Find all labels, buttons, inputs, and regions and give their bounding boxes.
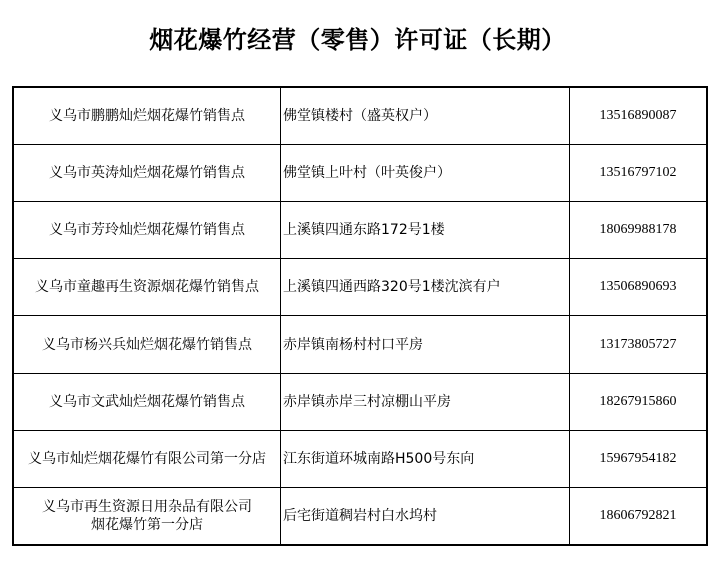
table-row (13, 430, 707, 487)
store-phone-cell: 13516797102 (570, 145, 708, 202)
store-name: 义乌市鹏鹏灿烂烟花爆竹销售点 (49, 108, 245, 125)
store-name-cell (13, 145, 281, 202)
store-address-cell: 后宅街道稠岩村白水坞村 (281, 487, 570, 545)
table-row (13, 202, 707, 259)
store-name: 义乌市文武灿烂烟花爆竹销售点 (49, 393, 245, 410)
store-name-cell (13, 487, 281, 545)
store-name: 义乌市灿烂烟花爆竹有限公司第一分店 (28, 450, 266, 467)
store-address-cell: 赤岸镇赤岸三村凉棚山平房 (281, 373, 570, 430)
store-address-cell: 佛堂镇上叶村（叶英俊户） (281, 145, 570, 202)
table-row (13, 373, 707, 430)
table-row (13, 87, 707, 145)
table-row (13, 259, 707, 316)
store-phone-cell: 18267915860 (570, 373, 708, 430)
store-phone-cell: 13516890087 (570, 87, 708, 145)
store-phone-cell: 18606792821 (570, 487, 708, 545)
table-row (13, 145, 707, 202)
store-address-cell: 上溪镇四通西路320号1楼沈滨有户 (281, 259, 570, 316)
table-row (13, 316, 707, 373)
store-name: 义乌市芳玲灿烂烟花爆竹销售点 (49, 222, 245, 239)
store-name: 义乌市英涛灿烂烟花爆竹销售点 (49, 165, 245, 182)
store-address-cell: 赤岸镇南杨村村口平房 (281, 316, 570, 373)
store-name-cell (13, 430, 281, 487)
store-name-cell (13, 202, 281, 259)
store-address-cell: 江东街道环城南路H500号东向 (281, 430, 570, 487)
store-name-cell (13, 87, 281, 145)
store-name-line-1: 义乌市再生资源日用杂品有限公司 (42, 498, 252, 515)
store-name-line-2: 烟花爆竹第一分店 (91, 516, 203, 533)
store-phone-cell: 15967954182 (570, 430, 708, 487)
store-name: 义乌市杨兴兵灿烂烟花爆竹销售点 (42, 336, 252, 353)
store-address-cell: 上溪镇四通东路172号1楼 (281, 202, 570, 259)
store-name: 义乌市童趣再生资源烟花爆竹销售点 (35, 279, 259, 296)
store-name-cell (13, 316, 281, 373)
table-row (13, 487, 707, 545)
store-phone-cell: 13173805727 (570, 316, 708, 373)
page-title: 烟花爆竹经营（零售）许可证（长期） (149, 26, 566, 54)
store-name-cell (13, 373, 281, 430)
store-address-cell: 佛堂镇楼村（盛英权户） (281, 87, 570, 145)
license-table (12, 86, 708, 546)
store-phone-cell: 13506890693 (570, 259, 708, 316)
store-name-cell (13, 259, 281, 316)
store-phone-cell: 18069988178 (570, 202, 708, 259)
